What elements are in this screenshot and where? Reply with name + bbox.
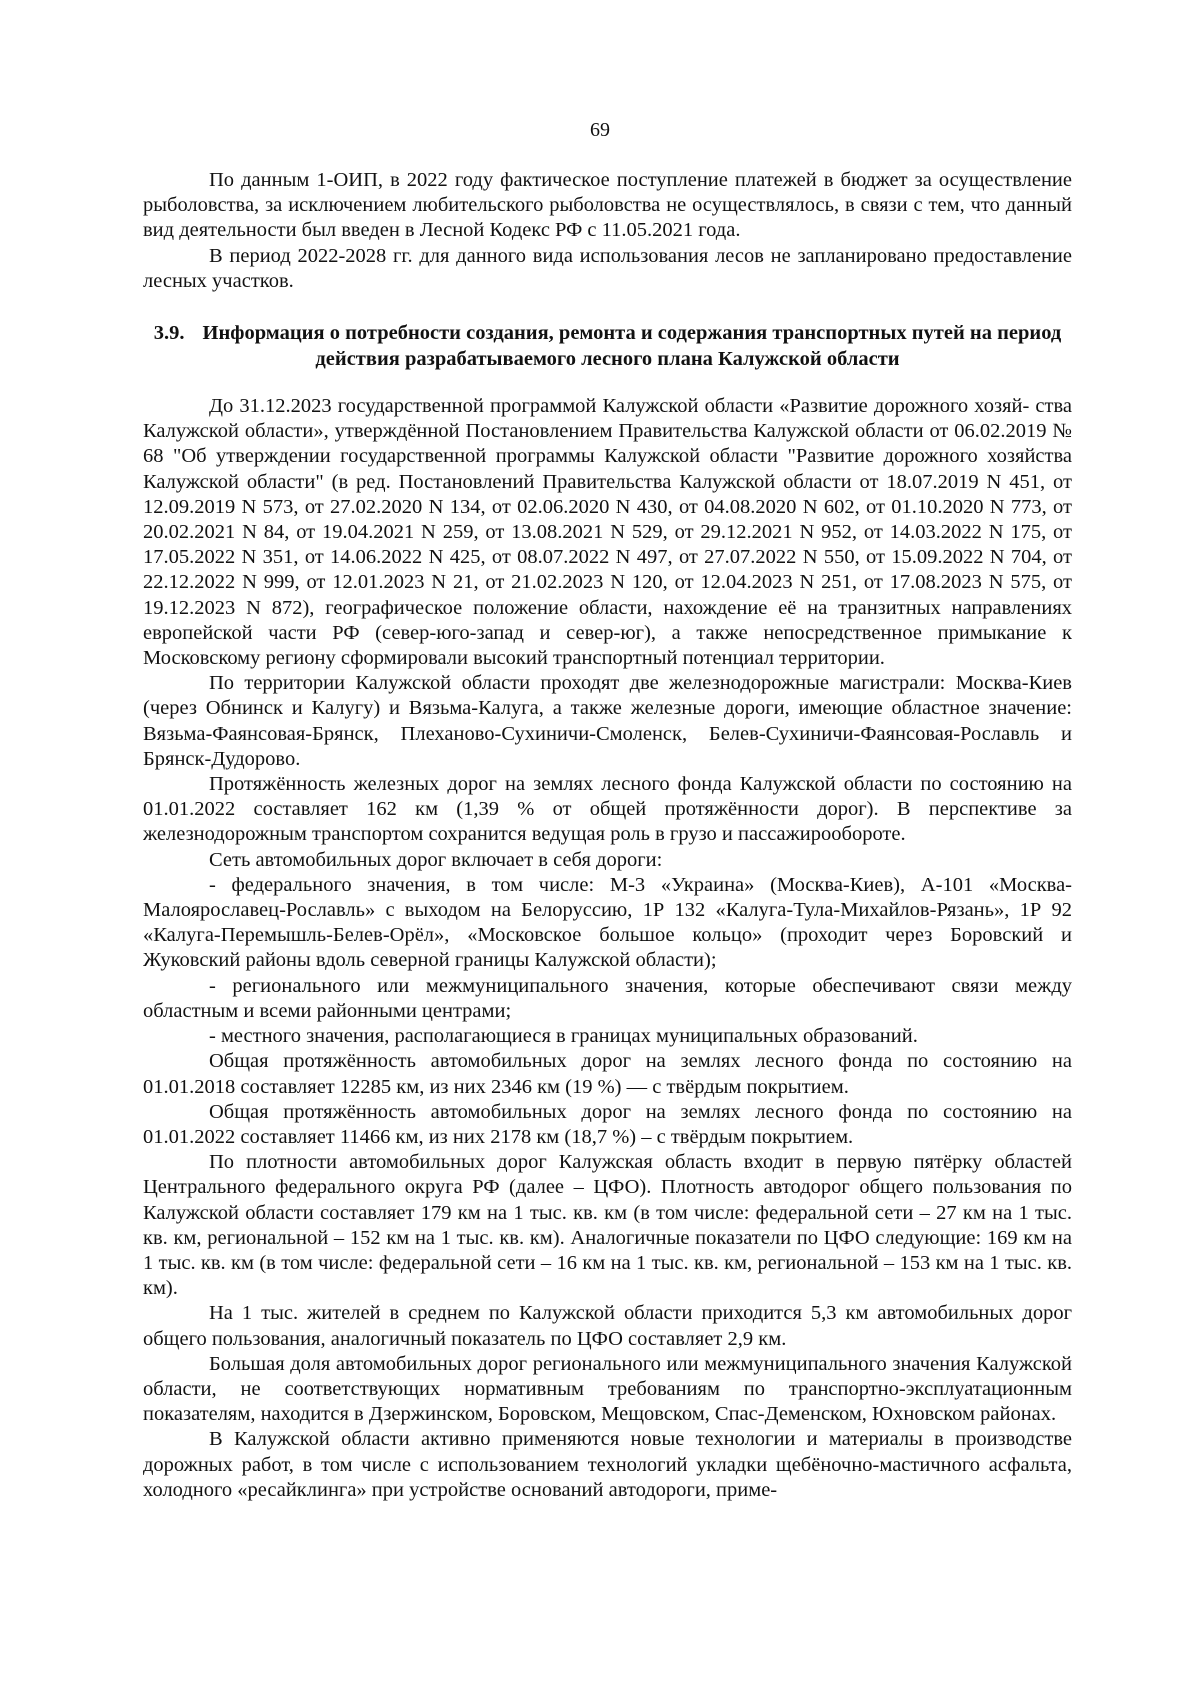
paragraph: - местного значения, располагающиеся в границах муниципальных образований. xyxy=(209,1025,918,1048)
paragraph: В период 2022-2028 гг. для данного вида использования лесов не запланировано предоставление лесных участков. xyxy=(143,244,1072,292)
paragraph: На 1 тыс. жителей в среднем по Калужской области приходится 5,3 км автомобильных дорог общего пользования, аналогичный показатель по ЦФО составляет 2,9 км. xyxy=(143,1302,1072,1350)
page-content xyxy=(143,168,1072,1503)
section-title: Информация о потребности создания, ремонта и содержания транспортных путей на период действия разрабатываемого лесного плана Калужской области xyxy=(202,322,1062,371)
paragraph: По территории Калужской области проходят две железнодорожные магистрали: Москва-Киев (через Обнинск и Калугу) и Вязьма-Калуга, а также железные дороги, имеющие областное значение: Вязьма-Фаянсовая-Брянск, Плеханово-Сухиничи-Смоленск, Белев-Сухиничи-Фаянсовая-Рославль и Брянск-Дудорово. xyxy=(143,672,1072,770)
paragraph: До 31.12.2023 государственной программой Калужской области «Развитие дорожного хозяй- ства Калужской области», утверждённой Постановлением Правительства Калужской области от 06.02.2019 № 68 "Об утверждении государственной программы Калужской области "Развитие дорожного хозяйства Калужской области" (в ред. Постановлений Правительства Калужской области от 18.07.2019 N 451, от 12.09.2019 N 573, от 27.02.2020 N 134, от 02.06.2020 N 430, от 04.08.2020 N 602, от 01.10.2020 N 773, от 20.02.2021 N 84, от 19.04.2021 N 259, от 13.08.2021 N 529, от 29.12.2021 N 952, от 14.03.2022 N 175, от 17.05.2022 N 351, от 14.06.2022 N 425, от 08.07.2022 N 497, от 27.07.2022 N 550, от 15.09.2022 N 704, от 22.12.2022 N 999, от 12.01.2023 N 21, от 21.02.2023 N 120, от 12.04.2023 N 251, от 17.08.2023 N 575, от 19.12.2023 N 872), географическое положение области, нахождение её на транзитных направлениях европейской части РФ (север-юго-запад и север-юг), а также непосредственное примыкание к Московскому региону сформировали высокий транспортный потенциал территории. xyxy=(143,395,1072,670)
section-heading xyxy=(143,320,1072,372)
section-gap xyxy=(143,294,1072,320)
paragraph: В Калужской области активно применяются новые технологии и материалы в производстве дорожных работ, в том числе с использованием технологий укладки щебёночно-мастичного асфальта, холодного «ресайклинга» при устройстве оснований автодороги, приме- xyxy=(143,1428,1072,1501)
paragraph: Сеть автомобильных дорог включает в себя дороги: xyxy=(209,848,663,871)
page-number: 69 xyxy=(590,119,610,141)
paragraph: По плотности автомобильных дорог Калужская область входит в первую пятёрку областей Центрального федерального округа РФ (далее – ЦФО). Плотность автодорог общего пользования по Калужской области составляет 179 км на 1 тыс. кв. км (в том числе: федеральной сети – 27 км на 1 тыс. кв. км, региональной – 152 км на 1 тыс. кв. км). Аналогичные показатели по ЦФО следующие: 169 км на 1 тыс. кв. км (в том числе: федеральной сети – 16 км на 1 тыс. кв. км, региональной – 153 км на 1 тыс. кв. км). xyxy=(143,1151,1072,1300)
paragraph: Общая протяжённость автомобильных дорог на землях лесного фонда по состоянию на 01.01.2022 составляет 11466 км, из них 2178 км (18,7 %) – с твёрдым покрытием. xyxy=(143,1100,1072,1148)
paragraph: - федерального значения, в том числе: М-3 «Украина» (Москва-Киев), А-101 «Москва-Малоярославец-Рославль» с выходом на Белоруссию, 1Р 132 «Калуга-Тула-Михайлов-Рязань», 1Р 92 «Калуга-Перемышль-Белев-Орёл», «Московское большое кольцо» (проходит через Боровский и Жуковский районы вдоль северной границы Калужской области); xyxy=(143,873,1072,972)
paragraph: Протяжённость железных дорог на землях лесного фонда Калужской области по состоянию на 01.01.2022 составляет 162 км (1,39 % от общей протяжённости дорог). В перспективе за железнодорожным транспортом сохранится ведущая роль в грузо и пассажирообороте. xyxy=(143,773,1072,846)
section-number: 3.9. xyxy=(153,322,185,345)
paragraph: Общая протяжённость автомобильных дорог на землях лесного фонда по состоянию на 01.01.2018 составляет 12285 км, из них 2346 км (19 %) — с твёрдым покрытием. xyxy=(143,1050,1072,1098)
paragraph: По данным 1-ОИП, в 2022 году фактическое поступление платежей в бюджет за осуществление рыболовства, за исключением любительского рыболовства не осуществлялось, в связи с тем, что данный вид деятельности был введен в Лесной Кодекс РФ с 11.05.2021 года. xyxy=(143,169,1072,242)
paragraph: - регионального или межмуниципального значения, которые обеспечивают связи между областным и всеми районными центрами; xyxy=(143,974,1072,1022)
paragraph: Большая доля автомобильных дорог регионального или межмуниципального значения Калужской области, не соответствующих нормативным требованиям по транспортно-эксплуатационным показателям, находится в Дзержинском, Боровском, Мещовском, Спас-Деменском, Юхновском районах. xyxy=(143,1352,1072,1426)
